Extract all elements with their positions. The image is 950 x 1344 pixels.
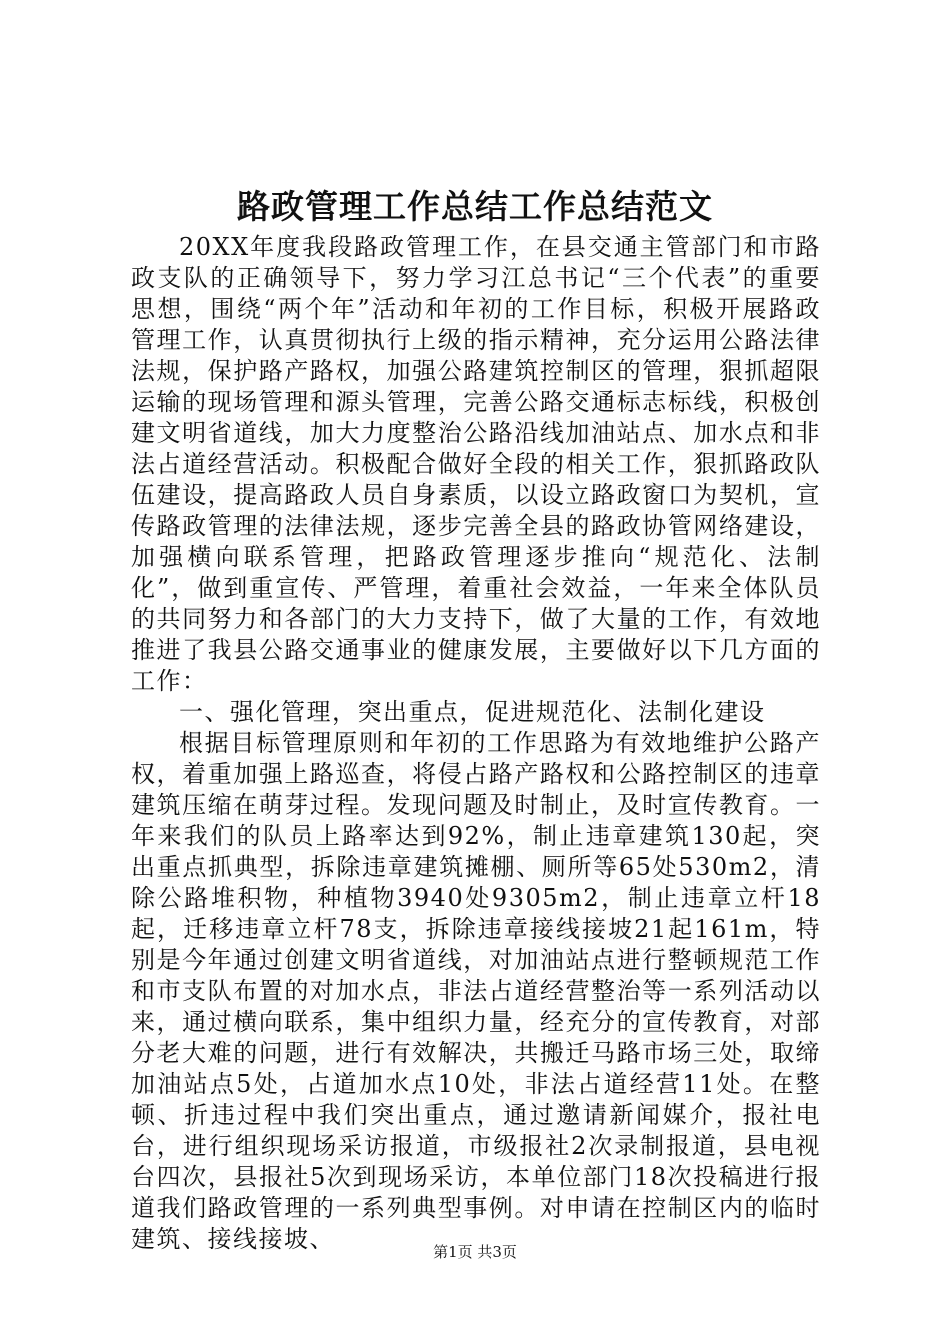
page-footer: 第1页 共3页 — [433, 1243, 517, 1261]
section-paragraph-1: 根据目标管理原则和年初的工作思路为有效地维护公路产权，着重加强上路巡查，将侵占路产路权和公路控制区的违章建筑压缩在萌芽过程。发现问题及时制止，及时宣传教育。一年来我们的队员上路率达到92%，制止违章建筑130起，突出重点抓典型，拆除违章建筑摊棚、厕所等65处530m2，清除公路堆积物，种植物3940处9305m2，制止违章立杆18起，迁移违章立杆78支，拆除违章接线接坡21起161m，特别是今年通过创建文明省道线，对加油站点进行整顿规范工作和市支队布置的对加水点，非法占道经营整治等一系列活动以来，通过横向联系，集中组织力量，经充分的宣传教育，对部分老大难的问题，进行有效解决，共搬迁马路市场三处，取缔加油站点5处，占道加水点10处，非法占道经营11处。在整顿、折违过程中我们突出重点，通过邀请新闻媒介，报社电台，进行组织现场采访报道，市级报社2次录制报道，县电视台四次，县报社5次到现场采访，本单位部门18次投稿进行报道我们路政管理的一系列典型事例。对申请在控制区内的临时建筑、接线接坡、 — [131, 729, 821, 1253]
intro-paragraph: 20XX年度我段路政管理工作，在县交通主管部门和市路政支队的正确领导下，努力学习江总书记“三个代表”的重要思想，围绕“两个年”活动和年初的工作目标，积极开展路政管理工作，认真贯彻执行上级的指示精神，充分运用公路法律法规，保护路产路权，加强公路建筑控制区的管理，狠抓超限运输的现场管理和源头管理，完善公路交通标志标线，积极创建文明省道线，加大力度整治公路沿线加油站点、加水点和非法占道经营活动。积极配合做好全段的相关工作，狠抓路政队伍建设，提高路政人员自身素质，以设立路政窗口为契机，宣传路政管理的法律法规，逐步完善全县的路政协管网络建设，加强横向联系管理，把路政管理逐步推向“规范化、法制化”，做到重宣传、严管理，着重社会效益，一年来全体队员的共同努力和各部门的大力支持下，做了大量的工作，有效地推进了我县公路交通事业的健康发展，主要做好以下几方面的工作： — [131, 233, 821, 695]
document-title: 路政管理工作总结工作总结范文 — [237, 187, 713, 226]
document-body — [131, 232, 821, 1255]
section-heading-1: 一、强化管理，突出重点，促进规范化、法制化建设 — [179, 698, 766, 726]
